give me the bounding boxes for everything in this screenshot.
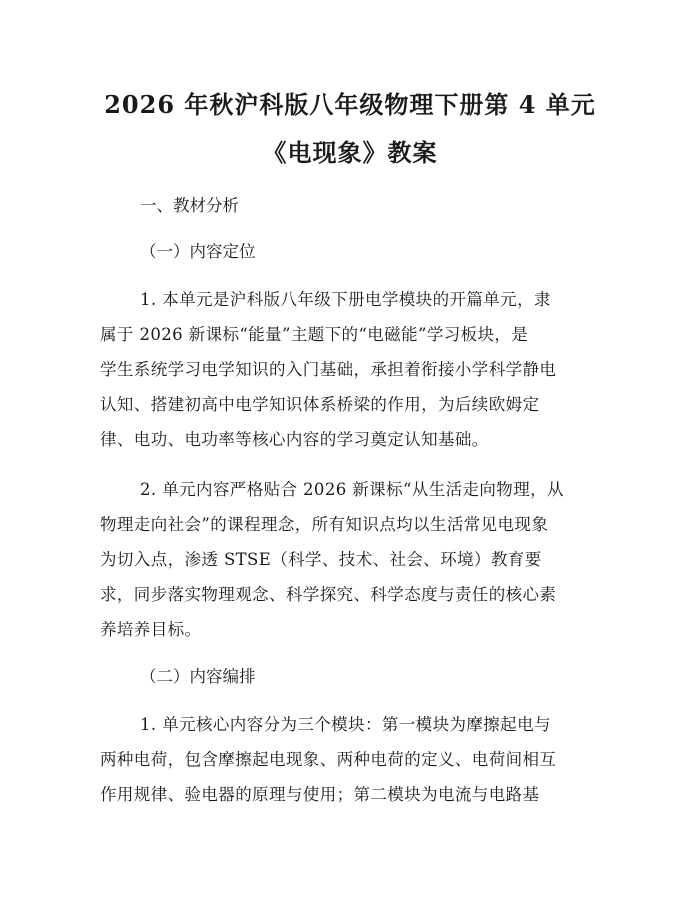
paragraph1-line: 学生系统学习电学知识的入门基础，承担着衔接小学科学静电 [100, 360, 557, 379]
paragraph1-line: 1. 本单元是沪科版八年级下册电学模块的开篇单元，隶 [140, 290, 551, 309]
document-title-line2: 《电现象》教案 [262, 138, 438, 167]
paragraph3-line: 两种电荷，包含摩擦起电现象、两种电荷的定义、电荷间相互 [100, 750, 557, 769]
paragraph2-line: 物理走向社会”的课程理念，所有知识点均以生活常见电现象 [100, 515, 549, 534]
document-title-line1: 2026 年秋沪科版八年级物理下册第 4 单元 [104, 90, 596, 119]
subsection-heading-content-arrangement: （二）内容编排 [140, 667, 256, 686]
paragraph3-line: 1. 单元核心内容分为三个模块：第一模块为摩擦起电与 [140, 715, 551, 734]
paragraph2-line: 为切入点，渗透 STSE（科学、技术、社会、环境）教育要 [100, 550, 542, 569]
paragraph1-line: 认知、搭建初高中电学知识体系桥梁的作用，为后续欧姆定 [100, 395, 540, 414]
paragraph1-line: 属于 2026 新课标“能量”主题下的“电磁能”学习板块，是 [100, 325, 529, 344]
section-heading-textbook-analysis: 一、教材分析 [140, 196, 239, 215]
paragraph3-line: 作用规律、验电器的原理与使用；第二模块为电流与电路基 [100, 785, 540, 804]
subsection-heading-content-positioning: （一）内容定位 [140, 242, 256, 261]
paragraph2-line: 2. 单元内容严格贴合 2026 新课标“从生活走向物理，从 [140, 480, 564, 499]
paragraph2-line: 养培养目标。 [100, 620, 202, 639]
paragraph1-line: 律、电功、电功率等核心内容的学习奠定认知基础。 [100, 430, 489, 449]
paragraph2-line: 求，同步落实物理观念、科学探究、科学态度与责任的核心素 [100, 585, 557, 604]
